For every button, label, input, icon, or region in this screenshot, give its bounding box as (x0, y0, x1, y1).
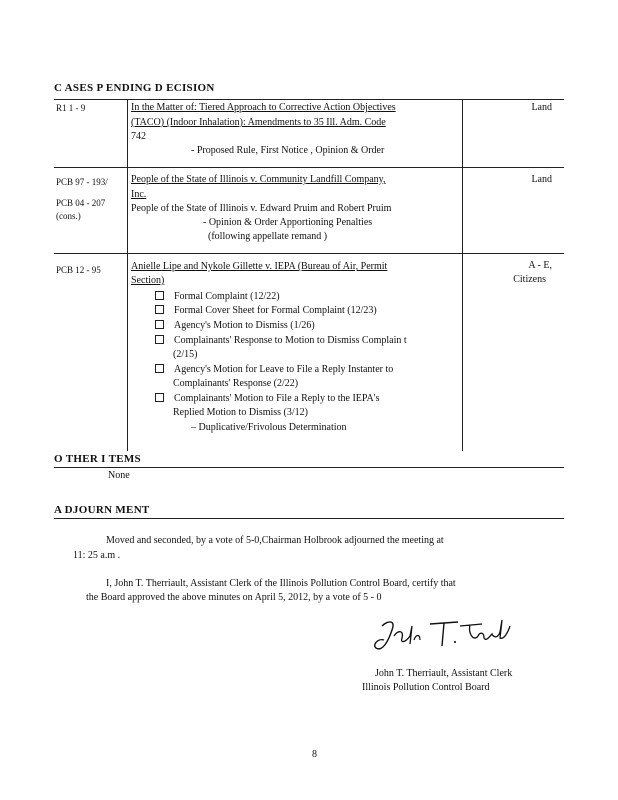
other-items-value: None (108, 470, 130, 481)
case-title-line: In the Matter of: Tiered Approach to Corrective Action Objectives (131, 102, 396, 113)
table-column-divider (462, 99, 463, 451)
list-item-continuation: Replied Motion to Dismiss (3/12) (173, 407, 308, 418)
case-note: - Proposed Rule, First Notice , Opinion & Order (191, 145, 385, 156)
list-item (155, 334, 407, 348)
section-rule (54, 518, 564, 519)
case-category: Land (531, 174, 552, 185)
list-item (155, 290, 280, 304)
case-number: (cons.) (56, 211, 81, 221)
checkbox-icon (155, 291, 164, 300)
signer-name: John T. Therriault, Assistant Clerk (375, 668, 513, 679)
case-number: PCB 12 - 95 (56, 265, 101, 275)
certification-paragraph: I, John T. Therriault, Assistant Clerk of the Illinois Pollution Control Board, certify that (106, 578, 456, 589)
case-title-line: Anielle Lipe and Nykole Gillette v. IEPA (Bureau of Air, Permit (131, 261, 388, 272)
table-row-divider (54, 253, 564, 254)
signer-title: Illinois Pollution Control Board (362, 682, 490, 693)
section-rule (54, 99, 564, 100)
list-item-text: Complainants' Motion to File a Reply to the IEPA's (174, 393, 380, 404)
signature (370, 612, 520, 662)
list-item-text: Agency's Motion for Leave to File a Reply Instanter to (174, 364, 394, 375)
case-category: Citizens (513, 274, 546, 285)
case-title-line: People of the State of Illinois v. Community Landfill Company, (131, 174, 386, 185)
case-title-line: Inc. (131, 189, 147, 200)
list-item-continuation: Complainants' Response (2/22) (173, 378, 299, 389)
case-note: - Opinion & Order Apportioning Penalties (203, 217, 373, 228)
list-item-text: Formal Complaint (12/22) (174, 291, 280, 302)
adjournment-heading: A DJOURN MENT (54, 504, 150, 516)
checkbox-icon (155, 364, 164, 373)
case-number: R1 1 - 9 (56, 103, 86, 113)
page-number: 8 (312, 749, 317, 760)
case-title-line: 742 (131, 131, 146, 142)
other-items-heading: O THER I TEMS (54, 453, 141, 465)
list-item-continuation: (2/15) (173, 349, 198, 360)
certification-paragraph: the Board approved the above minutes on April 5, 2012, by a vote of 5 - 0 (86, 592, 382, 603)
case-note: – Duplicative/Frivolous Determination (191, 422, 347, 433)
checkbox-icon (155, 320, 164, 329)
table-row-divider (54, 167, 564, 168)
adjournment-paragraph: Moved and seconded, by a vote of 5-0,Chairman Holbrook adjourned the meeting at (106, 535, 444, 546)
adjournment-paragraph: 11: 25 a.m . (73, 550, 121, 561)
list-item-text: Complainants' Response to Motion to Dismiss Complain t (174, 335, 407, 346)
section-rule (54, 467, 564, 468)
case-category: Land (531, 102, 552, 113)
checkbox-icon (155, 305, 164, 314)
list-item (155, 392, 379, 406)
list-item (155, 319, 315, 333)
case-number: PCB 97 - 193/ (56, 177, 108, 187)
case-number: PCB 04 - 207 (56, 198, 106, 208)
case-title-line: (TACO) (Indoor Inhalation): Amendments to 35 Ill. Adm. Code (131, 117, 386, 128)
case-title-line: Section) (131, 275, 165, 286)
list-item (155, 363, 393, 377)
case-title-line: People of the State of Illinois v. Edward Pruim and Robert Pruim (131, 203, 392, 214)
case-category: A - E, (528, 260, 552, 271)
cases-pending-heading: C ASES P ENDING D ECISION (54, 82, 215, 94)
list-item (155, 304, 377, 318)
list-item-text: Formal Cover Sheet for Formal Complaint (12/23) (174, 305, 377, 316)
table-column-divider (127, 99, 128, 451)
checkbox-icon (155, 393, 164, 402)
list-item-text: Agency's Motion to Dismiss (1/26) (174, 320, 315, 331)
checkbox-icon (155, 335, 164, 344)
case-note: (following appellate remand ) (208, 231, 328, 242)
